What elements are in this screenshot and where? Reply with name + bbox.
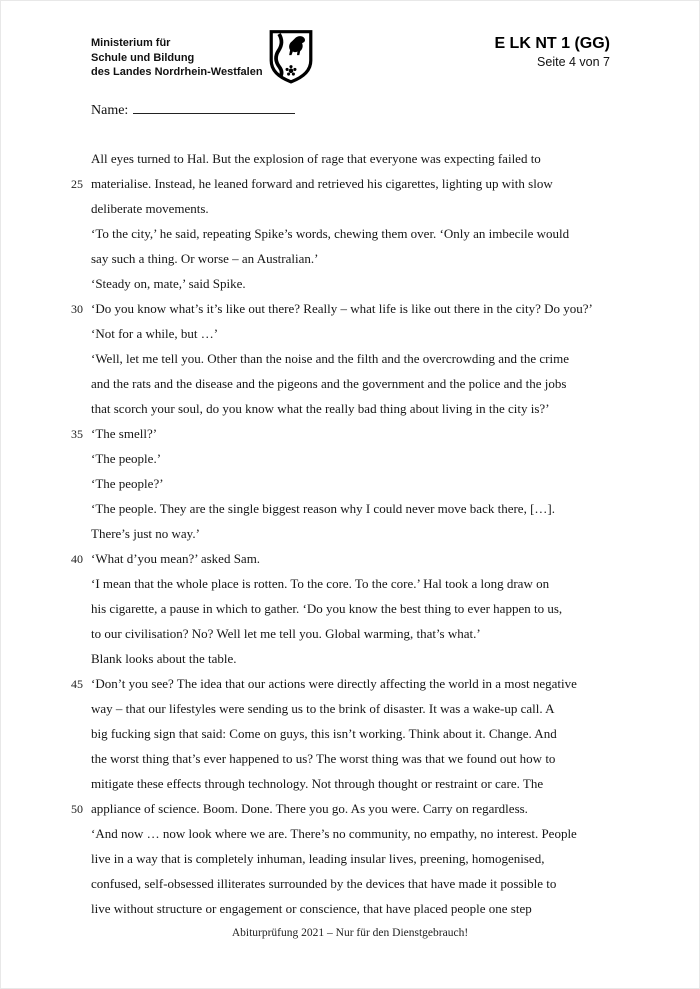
text-line [61,521,659,546]
text-body [61,146,659,921]
text-line [61,871,659,896]
line-text: big fucking sign that said: Come on guys, this isn’t working. Think about it. Change. And [91,726,557,741]
line-text: appliance of science. Boom. Done. There you go. As you were. Carry on regardless. [91,801,528,816]
text-line [61,171,659,196]
text-line [61,696,659,721]
text-line [61,846,659,871]
line-text: live in a way that is completely inhuman, leading insular lives, preening, homogenised, [91,851,545,866]
text-line [61,621,659,646]
line-text: ‘I mean that the whole place is rotten. To the core. To the core.’ Hal took a long draw on [91,576,550,591]
line-text: ‘Do you know what’s it’s like out there? Really – what life is like out there in the city? Do you?’ [91,301,593,316]
line-text: deliberate movements. [91,201,209,216]
text-line [61,546,659,571]
line-text: materialise. Instead, he leaned forward and retrieved his cigarettes, lighting up with slow [91,176,553,191]
line-text: that scorch your soul, do you know what the really bad thing about living in the city is?’ [91,401,550,416]
ministry-line-1: Ministerium für [91,37,171,49]
text-line [61,896,659,921]
text-line [61,796,659,821]
line-text: ‘And now … now look where we are. There’s no community, no empathy, no interest. People [91,826,577,841]
line-number: 35 [71,427,83,441]
line-number: 45 [71,677,83,691]
page-number: Seite 4 von 7 [537,55,610,69]
ministry-line-2: Schule und Bildung [91,51,195,64]
line-number: 30 [71,302,83,316]
line-number: 25 [71,177,83,191]
text-line [61,671,659,696]
name-blank-line [133,100,295,114]
text-line [61,271,659,296]
text-line [61,246,659,271]
name-label: Name: [91,103,129,118]
line-text: mitigate these effects through technology. Not through thought or restraint or care. The [91,776,544,791]
page-footer [1,927,699,939]
exam-info [494,34,610,70]
line-text: confused, self-obsessed illiterates surrounded by the devices that have made it possible to [91,876,557,891]
line-text: the worst thing that’s ever happened to us? The worst thing was that we found out how to [91,751,556,766]
line-text: ‘The people.’ [91,451,162,466]
line-text: ‘To the city,’ he said, repeating Spike’s words, chewing them over. ‘Only an imbecile would [91,226,570,241]
exam-code: E LK NT 1 (GG) [494,35,610,52]
line-text: ‘Don’t you see? The idea that our actions were directly affecting the world in a most negative [91,676,577,691]
text-line [61,346,659,371]
line-number: 40 [71,552,83,566]
line-number: 50 [71,802,83,816]
line-text: There’s just no way.’ [91,526,200,541]
text-line [61,296,659,321]
text-line [61,371,659,396]
line-text: Blank looks about the table. [91,651,237,666]
text-line [61,221,659,246]
text-line [61,821,659,846]
text-line [61,446,659,471]
text-line [61,721,659,746]
text-line [61,746,659,771]
text-line [61,596,659,621]
line-text: ‘Well, let me tell you. Other than the noise and the filth and the overcrowding and the crime [91,351,569,366]
ministry-line-3: des Landes Nordrhein-Westfalen [91,66,263,78]
text-line [61,471,659,496]
line-text: to our civilisation? No? Well let me tell you. Global warming, that’s what.’ [91,626,481,641]
line-text: All eyes turned to Hal. But the explosion of rage that everyone was expecting failed to [91,151,541,166]
line-text: live without structure or engagement or conscience, that have placed people one step [91,901,532,916]
line-text: ‘The people. They are the single biggest reason why I could never move back there, […]. [91,501,555,516]
text-line [61,646,659,671]
text-line [61,396,659,421]
text-line [61,146,659,171]
name-field [91,100,295,119]
ministry-address [91,36,263,80]
line-text: and the rats and the disease and the pigeons and the government and the police and the jobs [91,376,567,391]
line-text: ‘The people?’ [91,476,164,491]
text-line [61,321,659,346]
line-text: his cigarette, a pause in which to gather. ‘Do you know the best thing to ever happen to us, [91,601,563,616]
nrw-coat-of-arms-icon [268,29,314,85]
line-text: ‘Steady on, mate,’ said Spike. [91,276,246,291]
line-text: say such a thing. Or worse – an Australian.’ [91,251,319,266]
text-line [61,571,659,596]
text-line [61,496,659,521]
text-line [61,771,659,796]
line-text: ‘Not for a while, but …’ [91,326,219,341]
text-line [61,421,659,446]
line-text: way – that our lifestyles were sending us to the brink of disaster. It was a wake-up call. A [91,701,555,716]
line-text: ‘The smell?’ [91,426,158,441]
line-text: ‘What d’you mean?’ asked Sam. [91,551,261,566]
page-header [1,1,699,91]
text-line [61,196,659,221]
footer-text: Abiturprüfung 2021 – Nur für den Dienstgebrauch! [231,927,469,939]
